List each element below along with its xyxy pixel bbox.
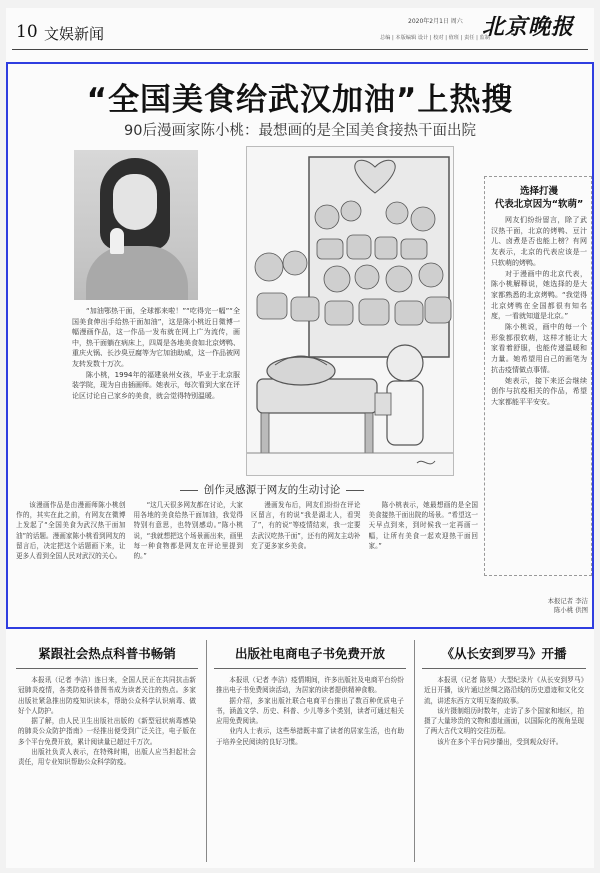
sidebar-paragraph: 她表示，接下来还会继续创作与抗疫相关的作品，希望大家都能平平安安。 bbox=[491, 376, 587, 406]
lower-article-2[interactable] bbox=[210, 636, 410, 864]
artist-photo bbox=[74, 150, 198, 300]
article-paragraph: “这几天很多网友都在讨论，大家用各地的美食给热干面加油，我觉得特别有意思，也特别感动。”陈小桃说，“我就想把这个场景画出来，画里每一种食物都是网友在评论里提到的。” bbox=[133, 501, 243, 561]
lower-paragraph: 据介绍，多家出版社联合电商平台推出了数百种优质电子书，涵盖文学、历史、科普、少儿等多个类别，读者可通过相关应用免费阅读。 bbox=[216, 696, 404, 726]
byline-reporter: 本报记者 李洁 bbox=[547, 597, 588, 605]
lower-paragraph: 业内人士表示，这些举措既丰富了读者的居家生活，也有助于培养全民阅读的良好习惯。 bbox=[216, 727, 404, 746]
byline-photo-credit: 陈小桃 供图 bbox=[554, 606, 588, 614]
column-divider bbox=[206, 640, 207, 862]
sidebar-title bbox=[485, 185, 593, 211]
lower-article-body bbox=[424, 675, 584, 865]
article-column bbox=[369, 500, 479, 624]
section-name: 文娱新闻 bbox=[44, 25, 105, 43]
lower-article-title: 紧跟社会热点科普书畅销 bbox=[16, 636, 198, 669]
paper-logo: 北京晚报 bbox=[482, 14, 575, 40]
sidebar-paragraph: 对于漫画中的北京代表，陈小桃解释说，她选择的是大家都熟悉的北京烤鸭。“我觉得北京烤鸭在全国都很有知名度，一看就知道是北京。” bbox=[491, 269, 587, 321]
article-body bbox=[16, 500, 478, 624]
photo-caption bbox=[72, 306, 240, 401]
sidebar-paragraph: 网友们纷纷留言，除了武汉热干面，北京的烤鸭、豆汁儿、卤煮是否也能上榜？有网友表示，北京的代表应该是一只软萌的烤鸭。 bbox=[491, 216, 587, 267]
sidebar-box bbox=[484, 176, 592, 576]
caption-paragraph: 陈小桃，1994年的福建泉州女孩，毕业于北京服装学院，现为自由插画师。她表示，每次看到大家在评论区讨论自己家乡的美食，就会觉得特别温暖。 bbox=[72, 370, 240, 400]
article-subtitle: 90后漫画家陈小桃：最想画的是全国美食接热干面出院 bbox=[124, 123, 476, 139]
issue-date: 2020年2月1日 周六 bbox=[408, 18, 463, 25]
lower-paragraph: 本报讯（记者 陈昊）大型纪录片《从长安到罗马》近日开播，该片通过丝绸之路沿线的历史遗迹和文化交流，讲述东西方文明互鉴的故事。 bbox=[424, 676, 584, 705]
lower-paragraph: 出版社负责人表示，在特殊时期，出版人应当担起社会责任，用专业知识帮助公众科学防疫。 bbox=[18, 748, 196, 767]
article-title: “全国美食给武汉加油”上热搜 bbox=[86, 82, 514, 118]
lower-article-body bbox=[18, 675, 196, 865]
page-header bbox=[12, 8, 588, 50]
lower-article-1[interactable] bbox=[12, 636, 202, 864]
sidebar-body bbox=[491, 215, 587, 408]
lower-paragraph: 本报讯（记者 李洁）疫情期间，许多出版社及电商平台纷纷推出电子书免费阅读活动，为居家的读者提供精神食粮。 bbox=[216, 676, 404, 695]
lower-article-title: 出版社电商电子书免费开放 bbox=[214, 636, 406, 669]
lower-paragraph: 该片摄制组历时数年，走访了多个国家和地区，拍摄了大量珍贵的文物和遗址画面，以国际化的视角呈现了两大古代文明的交往历程。 bbox=[424, 706, 584, 736]
lower-paragraph: 据了解，由人民卫生出版社出版的《新型冠状病毒感染的肺炎公众防护指南》一经推出便受到广泛关注，电子版在多个平台免费开放，累计阅读量已超过千万次。 bbox=[18, 717, 196, 746]
article-column bbox=[16, 500, 126, 624]
page-number: 10 bbox=[16, 22, 38, 42]
lower-paragraph: 本报讯（记者 李洁）连日来，全国人民正在共同抗击新冠肺炎疫情，各类防疫科普图书成为读者关注的热点。多家出版社紧急推出防疫知识读本，帮助公众科学认识病毒、做好个人防护。 bbox=[18, 676, 196, 715]
caption-paragraph: “加油鄂热干面，全球都来啦！”“吃得完一幅”“全国美食伸出手给热干面加油”，这是陈小桃近日微博一幅漫画作品，这一作品一发布就在网上广为流传，画中，热干面躺在病床上，四周是各地美食如北京烤鸭、重庆火锅、长沙臭豆腐等为它加油助威，这一作品被网友转发数十万次。 bbox=[72, 307, 240, 368]
article-column bbox=[251, 500, 361, 624]
sidebar-title-line: 选择打漫 bbox=[519, 186, 558, 197]
featured-article[interactable] bbox=[6, 62, 594, 629]
cartoon-drawing bbox=[247, 147, 454, 476]
column-divider bbox=[414, 640, 415, 862]
sidebar-title-line: 代表北京因为“软萌” bbox=[494, 199, 584, 210]
lower-paragraph: 该片在多个平台同步播出，受到观众好评。 bbox=[437, 737, 563, 746]
lower-article-title: 《从长安到罗马》开播 bbox=[422, 636, 586, 669]
article-column bbox=[134, 500, 244, 624]
cartoon-illustration bbox=[246, 146, 454, 476]
lower-article-3[interactable] bbox=[418, 636, 590, 864]
article-paragraph: 该漫画作品是由漫画师陈小桃创作的，其实在此之前，有网友在微博上发起了“全国美食为武汉热干面加油”的话题。漫画家陈小桃看到网友的留言后，决定把这个话题画下来，让更多人看到全国人民对武汉的关心。 bbox=[16, 501, 126, 561]
editor-credits: 总编 | 本版编辑 设计 | 校对 | 值班 | 责任 | 监制 bbox=[380, 35, 490, 41]
section-subheading: 创作灵感源于网友的生动讨论 bbox=[92, 482, 452, 497]
article-paragraph: 陈小桃表示，她最想画的是全国美食接热干面出院的场景。“希望这一天早点到来，到时候我一定再画一幅，让所有美食一起欢迎热干面回家。” bbox=[368, 501, 478, 550]
article-paragraph: 漫画发布后，网友们纷纷在评论区留言，有的说“我是湖北人，看哭了”，有的说“等疫情结束，我一定要去武汉吃热干面”，还有的网友主动补充了更多家乡美食。 bbox=[251, 501, 361, 550]
lower-article-body bbox=[216, 675, 404, 865]
sidebar-paragraph: 陈小桃说，画中的每一个形象都很软萌，这样才能让大家看着舒服，也能传递温暖和力量。她希望用自己的画笔为抗击疫情做点事情。 bbox=[491, 323, 587, 374]
article-byline bbox=[538, 597, 588, 615]
newspaper-page bbox=[6, 8, 594, 868]
